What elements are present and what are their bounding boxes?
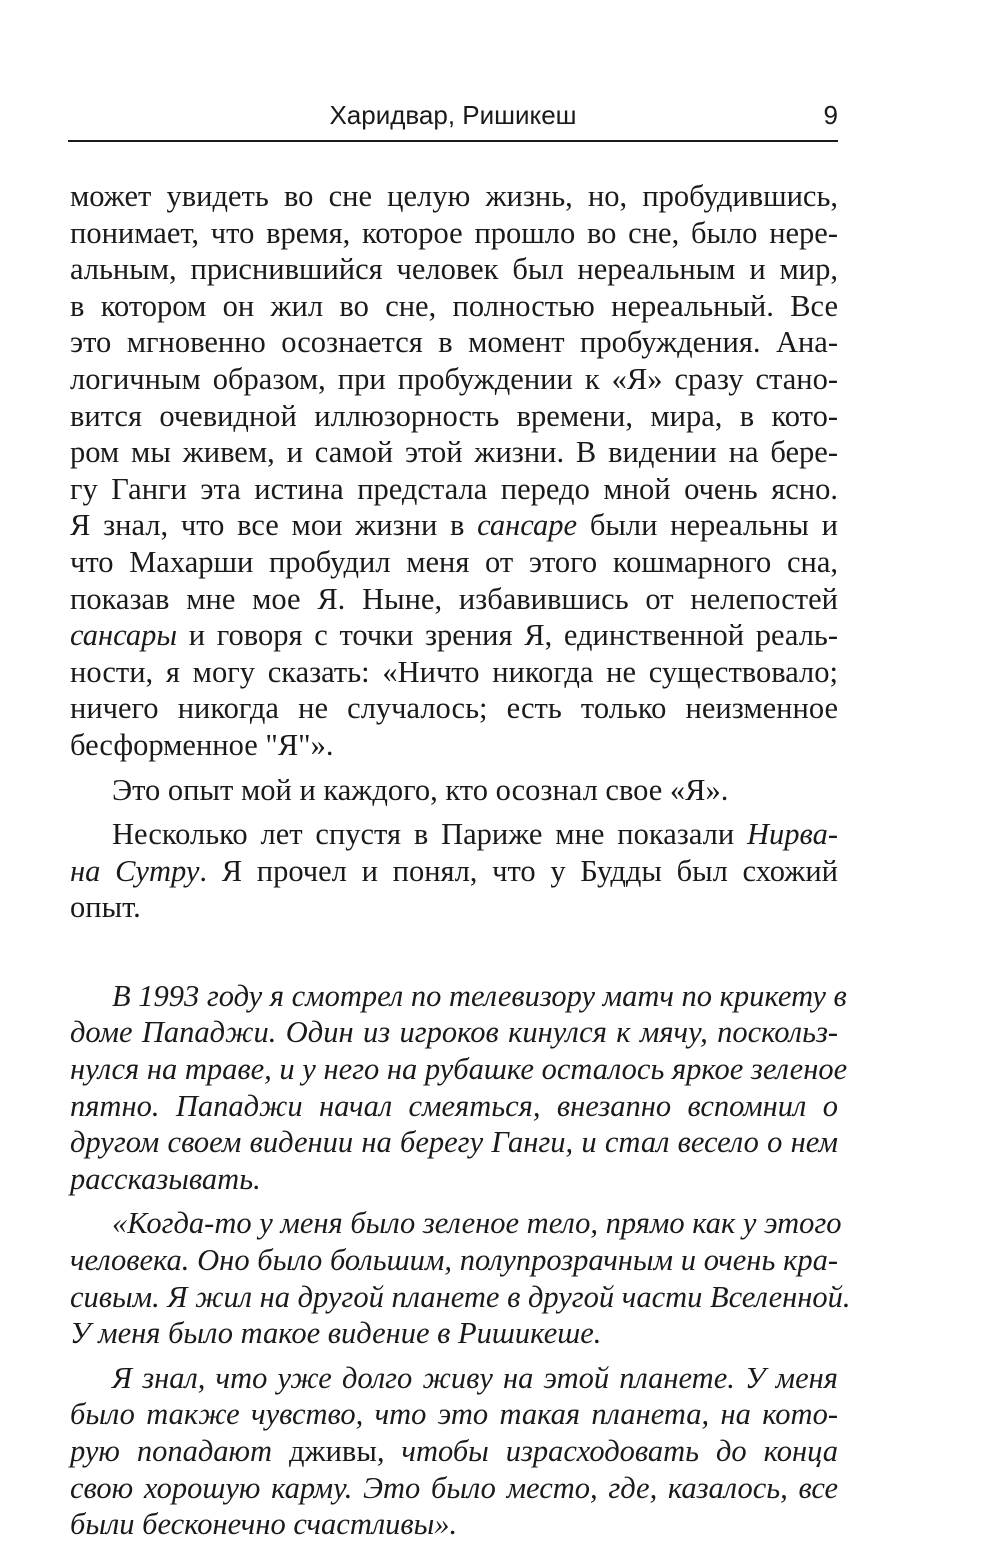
text-line [70, 507, 838, 544]
paragraph-spacer [70, 1352, 838, 1360]
text-line: понимает, что время, которое прошло во сне, было нере- [70, 215, 838, 250]
running-title: Харидвар, Ришикеш [329, 100, 577, 130]
text-line: опыт. [70, 890, 141, 925]
text-line: ром мы живем, и самой этой жизни. В видении на бере- [70, 435, 838, 470]
title-nirvana-sutra: Нирва- [747, 817, 838, 852]
text-line: гу Ганги эта истина предстала передо мной очень ясно. [70, 471, 838, 506]
text-line: человека. Оно было большим, полупрозрачным и очень кра- [70, 1243, 838, 1278]
section-gap [70, 926, 838, 978]
text-line: пятно. Пападжи начал смеяться, внезапно вспомнил о [70, 1088, 838, 1123]
body-text [70, 178, 851, 1543]
text-run: рую попадают [70, 1434, 290, 1468]
paragraph-spacer [70, 808, 838, 816]
text-line: сивым. Я жил на другой планете в другой части Вселенной. [70, 1279, 851, 1314]
text-line [70, 617, 838, 654]
text-line: может увидеть во сне целую жизнь, но, пробудившись, [70, 179, 838, 213]
paragraph-spacer [70, 1197, 838, 1205]
text-line: Это опыт мой и каждого, кто осознал свое «Я». [112, 772, 729, 807]
text-line: нулся на траве, и у него на рубашке осталось яркое зеленое [70, 1052, 848, 1087]
page-number: 9 [823, 100, 838, 130]
text-line: «Когда-то у меня было зеленое тело, прямо как у этого [112, 1206, 842, 1241]
text-line: что Махарши пробудил меня от этого кошмарного сна, [70, 544, 838, 579]
text-line [70, 853, 838, 890]
text-line: бесформенное "Я"». [70, 727, 334, 762]
text-line: Я знал, что уже долго живу на этой планете. У меня [112, 1360, 838, 1395]
text-line: показав мне мое Я. Ныне, избавившись от нелепостей [70, 581, 838, 616]
term-jivas: дживы [289, 1434, 377, 1468]
title-nirvana-sutra: на Сутру [70, 853, 200, 888]
text-line: В 1993 году я смотрел по телевизору матч по крикету в [112, 978, 847, 1013]
text-line: ности, я могу сказать: «Ничто никогда не существовало; [70, 654, 838, 689]
text-line: в котором он жил во сне, полностью нереальный. Все [70, 288, 838, 323]
text-line: это мгновенно осознается в момент пробуждения. Ана- [70, 325, 838, 360]
text-line [70, 1433, 838, 1470]
term-samsara: сансаре [477, 508, 578, 543]
text-run: были нереальны и [577, 508, 838, 543]
text-run: . Я прочел и понял, что у Будды был схожий [199, 853, 838, 888]
text-line: альным, приснившийся человек был нереальным и мир, [70, 252, 838, 287]
text-line: рассказывать. [70, 1161, 261, 1196]
text-run: , чтобы израсходовать до конца [376, 1434, 838, 1468]
text-line: ничего никогда не случалось; есть только неизменное [70, 691, 838, 726]
text-line: У меня было такое видение в Ришикеше. [70, 1316, 602, 1351]
text-line [70, 816, 838, 853]
text-line: были бесконечно счастливы». [70, 1507, 458, 1542]
text-line: другом своем видении на берегу Ганги, и стал весело о нем [70, 1125, 838, 1160]
text-line: свою хорошую карму. Это было место, где, казалось, все [70, 1470, 838, 1505]
text-line: было также чувство, что это такая планета, на кото- [70, 1397, 838, 1432]
running-head [68, 92, 838, 142]
text-line: вится очевидной иллюзорность времени, мира, в кото- [70, 398, 838, 433]
text-run: Я знал, что все мои жизни в [70, 508, 478, 543]
text-run: Несколько лет спустя в Париже мне показали [112, 817, 748, 852]
term-samsara: сансары [70, 618, 178, 653]
text-line: доме Пападжи. Один из игроков кинулся к мячу, поскольз- [70, 1015, 838, 1050]
text-line: логичным образом, при пробуждении к «Я» сразу стано- [70, 361, 838, 396]
text-run: и говоря с точки зрения Я, единственной реаль- [177, 618, 838, 653]
paragraph-spacer [70, 764, 838, 772]
